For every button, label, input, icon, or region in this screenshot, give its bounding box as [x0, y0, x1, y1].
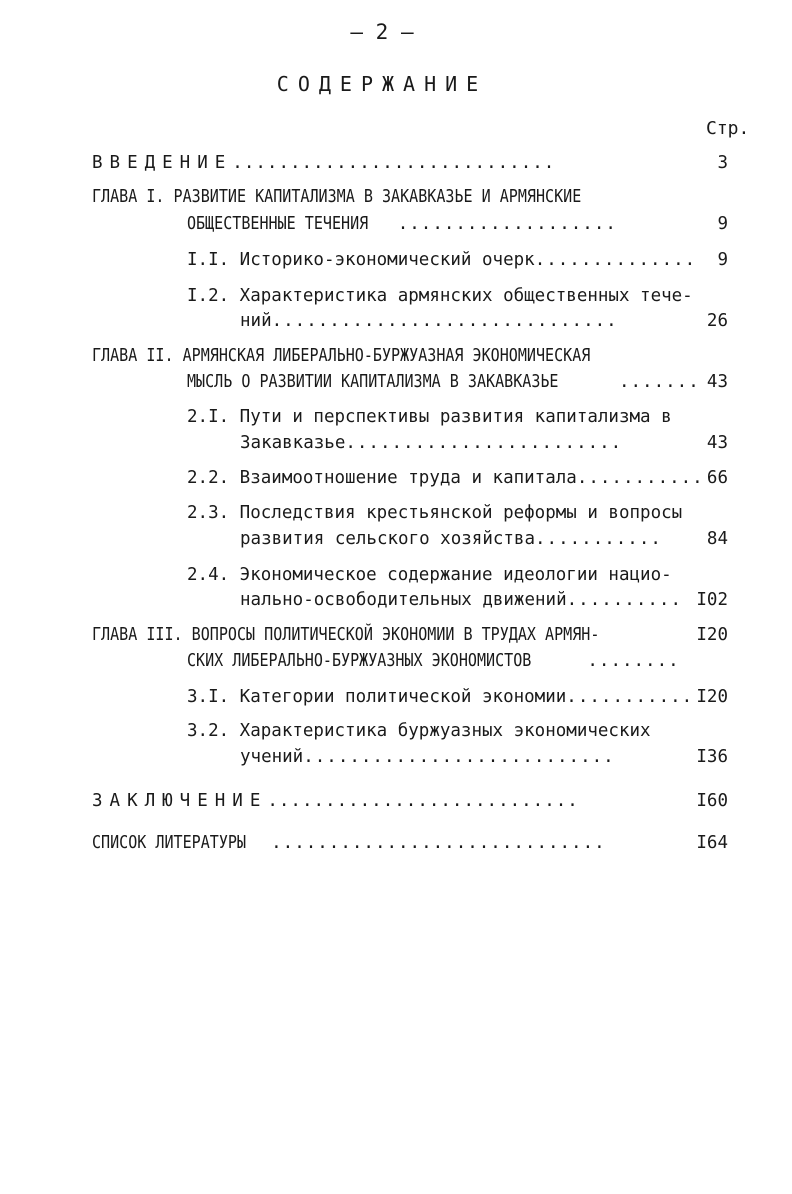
toc-entry-chapter-1[interactable]: ГЛАВА I. РАЗВИТИЕ КАПИТАЛИЗМА В ЗАКАВКАЗЬЕ И АРМЯНСКИЕ: [92, 187, 582, 207]
toc-entry-bibliography[interactable]: СПИСОК ЛИТЕРАТУРЫ .............................: [92, 833, 606, 853]
toc-entry-section-3-2-line2: учений...........................: [240, 747, 615, 767]
toc-entry-section-1-1[interactable]: I.I. Историко-экономический очерк..............: [187, 250, 697, 270]
toc-entry-chapter-2-line2: МЫСЛЬ О РАЗВИТИИ КАПИТАЛИЗМА В ЗАКАВКАЗЬЕ .......: [187, 372, 700, 392]
toc-page-section-3-2: I36: [696, 747, 728, 767]
toc-entry-section-1-2-line2: ний..............................: [240, 311, 618, 331]
toc-page-section-1-2: 26: [706, 311, 728, 331]
toc-entry-section-3-2[interactable]: 3.2. Характеристика буржуазных экономических: [187, 721, 651, 741]
toc-page-chapter-2: 43: [706, 372, 728, 392]
toc-entry-section-2-1[interactable]: 2.I. Пути и перспективы развития капитализма в: [187, 407, 672, 427]
page-number: – 2 –: [350, 20, 414, 44]
toc-entry-section-3-1[interactable]: 3.I. Категории политической экономии...........: [187, 687, 694, 707]
toc-page-section-3-1: I20: [696, 687, 728, 707]
toc-page-section-1-1: 9: [717, 250, 728, 270]
toc-page-section-2-1: 43: [706, 433, 728, 453]
toc-entry-section-2-2[interactable]: 2.2. Взаимоотношение труда и капитала...........: [187, 468, 704, 488]
toc-entry-chapter-3[interactable]: ГЛАВА III. ВОПРОСЫ ПОЛИТИЧЕСКОЙ ЭКОНОМИИ В ТРУДАХ АРМЯН-: [92, 625, 600, 645]
toc-entry-section-1-2[interactable]: I.2. Характеристика армянских общественных тече-: [187, 286, 693, 306]
toc-entry-section-2-1-line2: Закавказье........................: [240, 433, 623, 453]
page-title: СОДЕРЖАНИЕ: [276, 72, 488, 96]
page-column-label: Стр.: [706, 118, 750, 139]
toc-entry-section-2-4-line2: нально-освободительных движений..........: [240, 590, 682, 610]
toc-entry-intro[interactable]: ВВЕДЕНИЕ............................: [92, 153, 556, 173]
toc-page-bibliography: I64: [696, 833, 728, 853]
toc-entry-chapter-3-line2: СКИХ ЛИБЕРАЛЬНО-БУРЖУАЗНЫХ ЭКОНОМИСТОВ ........: [187, 651, 680, 671]
toc-page-section-2-3: 84: [706, 529, 728, 549]
toc-page-intro: 3: [717, 153, 728, 173]
toc-page-conclusion: I60: [696, 791, 728, 811]
toc-page-chapter-3: I20: [696, 625, 728, 645]
toc-page-chapter-1: 9: [717, 214, 728, 234]
toc-entry-section-2-4[interactable]: 2.4. Экономическое содержание идеологии нацио-: [187, 565, 672, 585]
toc-page-section-2-4: I02: [696, 590, 728, 610]
toc-entry-chapter-1-line2: ОБЩЕСТВЕННЫЕ ТЕЧЕНИЯ ...................: [187, 214, 617, 234]
toc-page-section-2-2: 66: [706, 468, 728, 488]
toc-entry-section-2-3[interactable]: 2.3. Последствия крестьянской реформы и вопросы: [187, 503, 683, 523]
toc-entry-conclusion[interactable]: ЗАКЛЮЧЕНИЕ...........................: [92, 791, 579, 811]
toc-entry-section-2-3-line2: развития сельского хозяйства...........: [240, 529, 662, 549]
toc-entry-chapter-2[interactable]: ГЛАВА II. АРМЯНСКАЯ ЛИБЕРАЛЬНО-БУРЖУАЗНАЯ ЭКОНОМИЧЕСКАЯ: [92, 346, 591, 366]
